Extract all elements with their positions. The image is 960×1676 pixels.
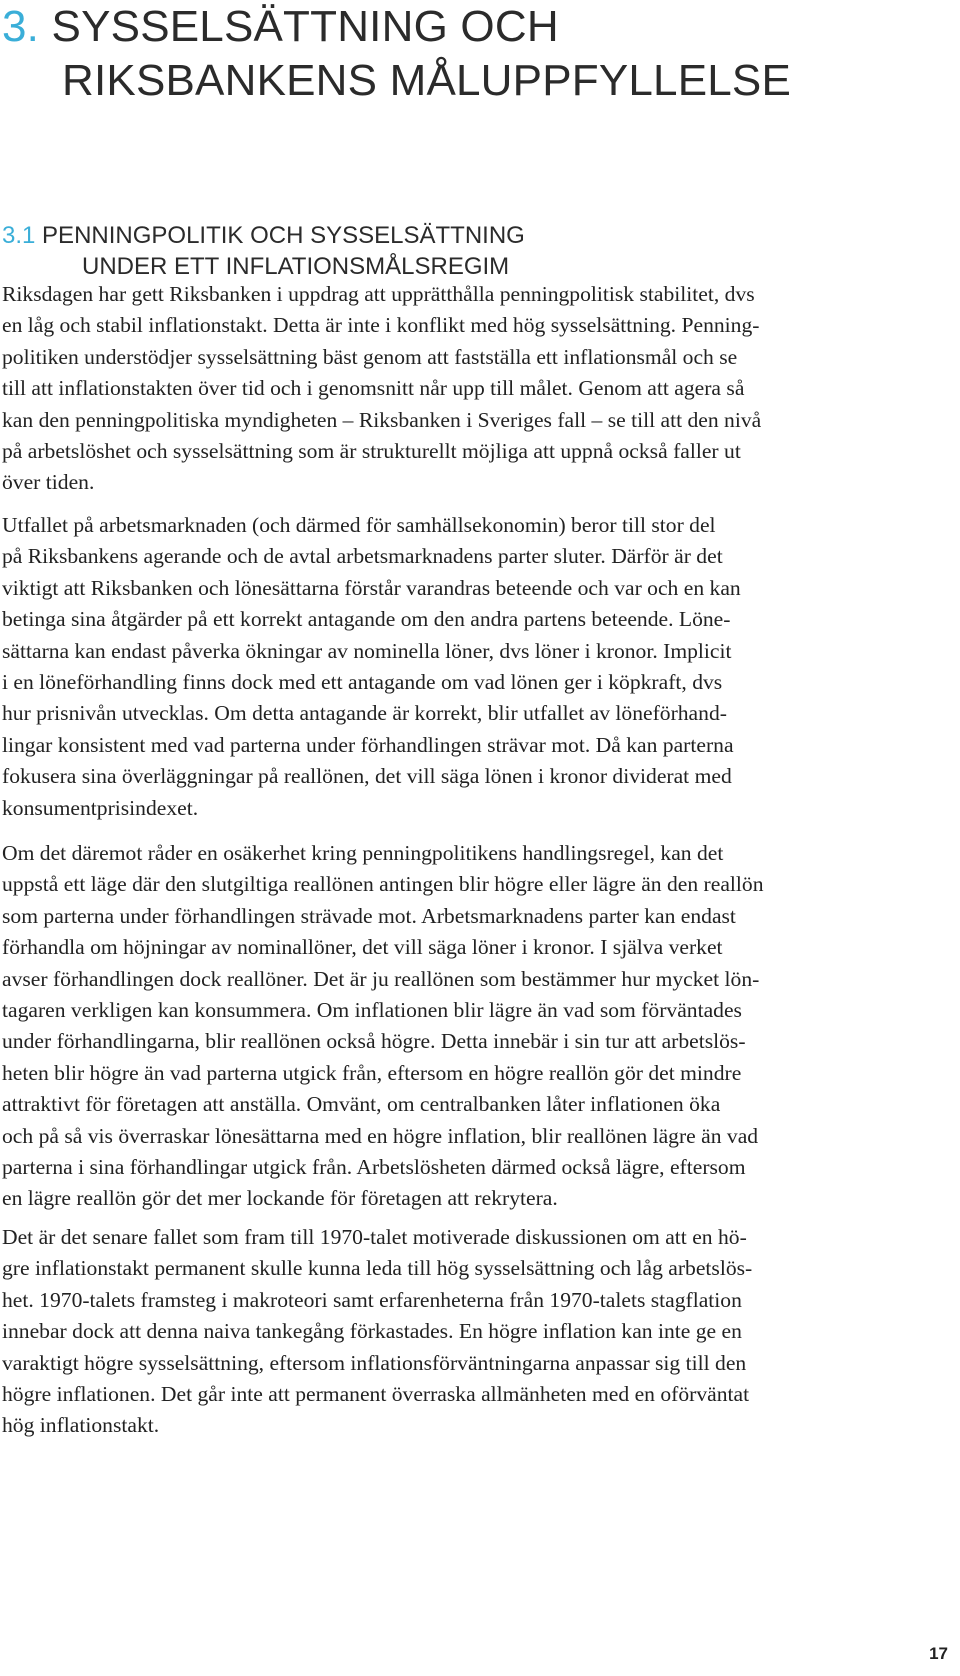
section-heading-line-1	[2, 220, 942, 251]
text-line: kan den penningpolitiska myndigheten – Riksbanken i Sveriges fall – se till att den nivå	[2, 407, 762, 432]
chapter-heading	[2, 0, 942, 108]
text-line: het. 1970-talets framsteg i makroteori samt erfarenheterna från 1970-talets stagflation	[2, 1287, 742, 1312]
text-line: Om det däremot råder en osäkerhet kring penningpolitikens handlingsregel, kan det	[2, 841, 724, 865]
text-line: hög inflationstakt.	[2, 1413, 160, 1438]
text-line: Det är det senare fallet som fram till 1970-talet motiverade diskussionen om att en hö-	[2, 1225, 747, 1249]
text-line: högre inflationen. Det går inte att permanent överraska allmänheten med en oförväntat	[2, 1382, 750, 1407]
section-heading	[2, 220, 942, 282]
text-line: gre inflationstakt permanent skulle kunna leda till hög sysselsättning och låg arbetslös-	[2, 1256, 753, 1281]
text-line: politiken understödjer sysselsättning bäst genom att fastställa ett inflationsmål och se	[2, 344, 738, 369]
chapter-heading-line-1	[2, 0, 942, 54]
text-line: varaktigt högre sysselsättning, eftersom inflationsförväntningarna anpassar sig till den	[2, 1350, 747, 1375]
paragraph-4	[2, 1222, 952, 1442]
text-line: lingar konsistent med vad parterna under förhandlingen strävar mot. Då kan parterna	[2, 732, 734, 757]
text-line: uppstå ett läge där den slutgiltiga reallönen antingen blir högre eller lägre än den reallön	[2, 872, 764, 897]
page-number: 17	[929, 1644, 948, 1663]
text-line: viktigt att Riksbanken och lönesättarna förstår varandras beteende och var och en kan	[2, 575, 741, 600]
chapter-title-line-1: SYSSELSÄTTNING OCH	[51, 2, 559, 51]
text-line: till att inflationstakten över tid och i genomsnitt når upp till målet. Genom att agera så	[2, 376, 745, 401]
text-line: avser förhandlingen dock reallöner. Det är ju reallönen som bestämmer hur mycket lön-	[2, 966, 760, 991]
text-line: och på så vis överraskar lönesättarna med en högre inflation, blir reallönen lägre än vad	[2, 1123, 759, 1148]
text-line: på Riksbankens agerande och de avtal arbetsmarknadens parter sluter. Därför är det	[2, 544, 723, 569]
paragraph-1	[2, 279, 952, 499]
text-line: betinga sina åtgärder på ett korrekt antagande om den andra partens beteende. Löne-	[2, 607, 731, 632]
text-line: Riksdagen har gett Riksbanken i uppdrag att upprätthålla penningpolitisk stabilitet, dvs	[2, 282, 755, 306]
text-line: Utfallet på arbetsmarknaden (och därmed för samhällsekonomin) beror till stor del	[2, 513, 716, 537]
text-line: heten blir högre än vad parterna utgick från, eftersom en högre reallön gör det mindre	[2, 1060, 742, 1085]
text-line: under förhandlingarna, blir reallönen också högre. Detta innebär i sin tur att arbetslös-	[2, 1029, 746, 1054]
text-line: som parterna under förhandlingen strävade mot. Arbetsmarknadens parter kan endast	[2, 903, 736, 928]
text-line: på arbetslöshet och sysselsättning som är strukturellt möjliga att uppnå också faller ut	[2, 439, 741, 464]
chapter-number: 3.	[2, 2, 40, 51]
text-line: sättarna kan endast påverka ökningar av nominella löner, dvs löner i kronor. Implicit	[2, 638, 732, 663]
text-line: fokusera sina överläggningar på reallönen, det vill säga lönen i kronor dividerat med	[2, 764, 732, 789]
section-title-line-2: UNDER ETT INFLATIONSMÅLSREGIM	[82, 253, 510, 280]
text-line: parterna i sina förhandlingar utgick från. Arbetslösheten därmed också lägre, eftersom	[2, 1155, 746, 1180]
text-line: över tiden.	[2, 470, 95, 495]
text-line: en lägre reallön gör det mer lockande för företagen att rekrytera.	[2, 1186, 558, 1211]
paragraph-3	[2, 838, 952, 1215]
paragraph-2	[2, 510, 952, 824]
text-line: tagaren verkligen kan konsummera. Om inflationen blir lägre än vad som förväntades	[2, 998, 742, 1023]
section-number: 3.1	[2, 222, 36, 249]
chapter-title-line-2: RIKSBANKENS MÅLUPPFYLLELSE	[62, 56, 792, 105]
section-title-line-1: PENNINGPOLITIK OCH SYSSELSÄTTNING	[42, 222, 525, 249]
text-line: en låg och stabil inflationstakt. Detta är inte i konflikt med hög sysselsättning. Penning-	[2, 313, 760, 338]
text-line: attraktivt för företagen att anställa. Omvänt, om centralbanken låter inflationen öka	[2, 1092, 721, 1117]
text-line: förhandla om höjningar av nominallöner, det vill säga löner i kronor. I själva verket	[2, 935, 723, 960]
text-line: hur prisnivån utvecklas. Om detta antagande är korrekt, blir utfallet av löneförhand-	[2, 701, 727, 726]
text-line: konsumentprisindexet.	[2, 795, 199, 820]
text-line: i en löneförhandling finns dock med ett antagande om vad lönen ger i köpkraft, dvs	[2, 670, 723, 695]
text-line: innebar dock att denna naiva tankegång förkastades. En högre inflation kan inte ge en	[2, 1319, 742, 1344]
